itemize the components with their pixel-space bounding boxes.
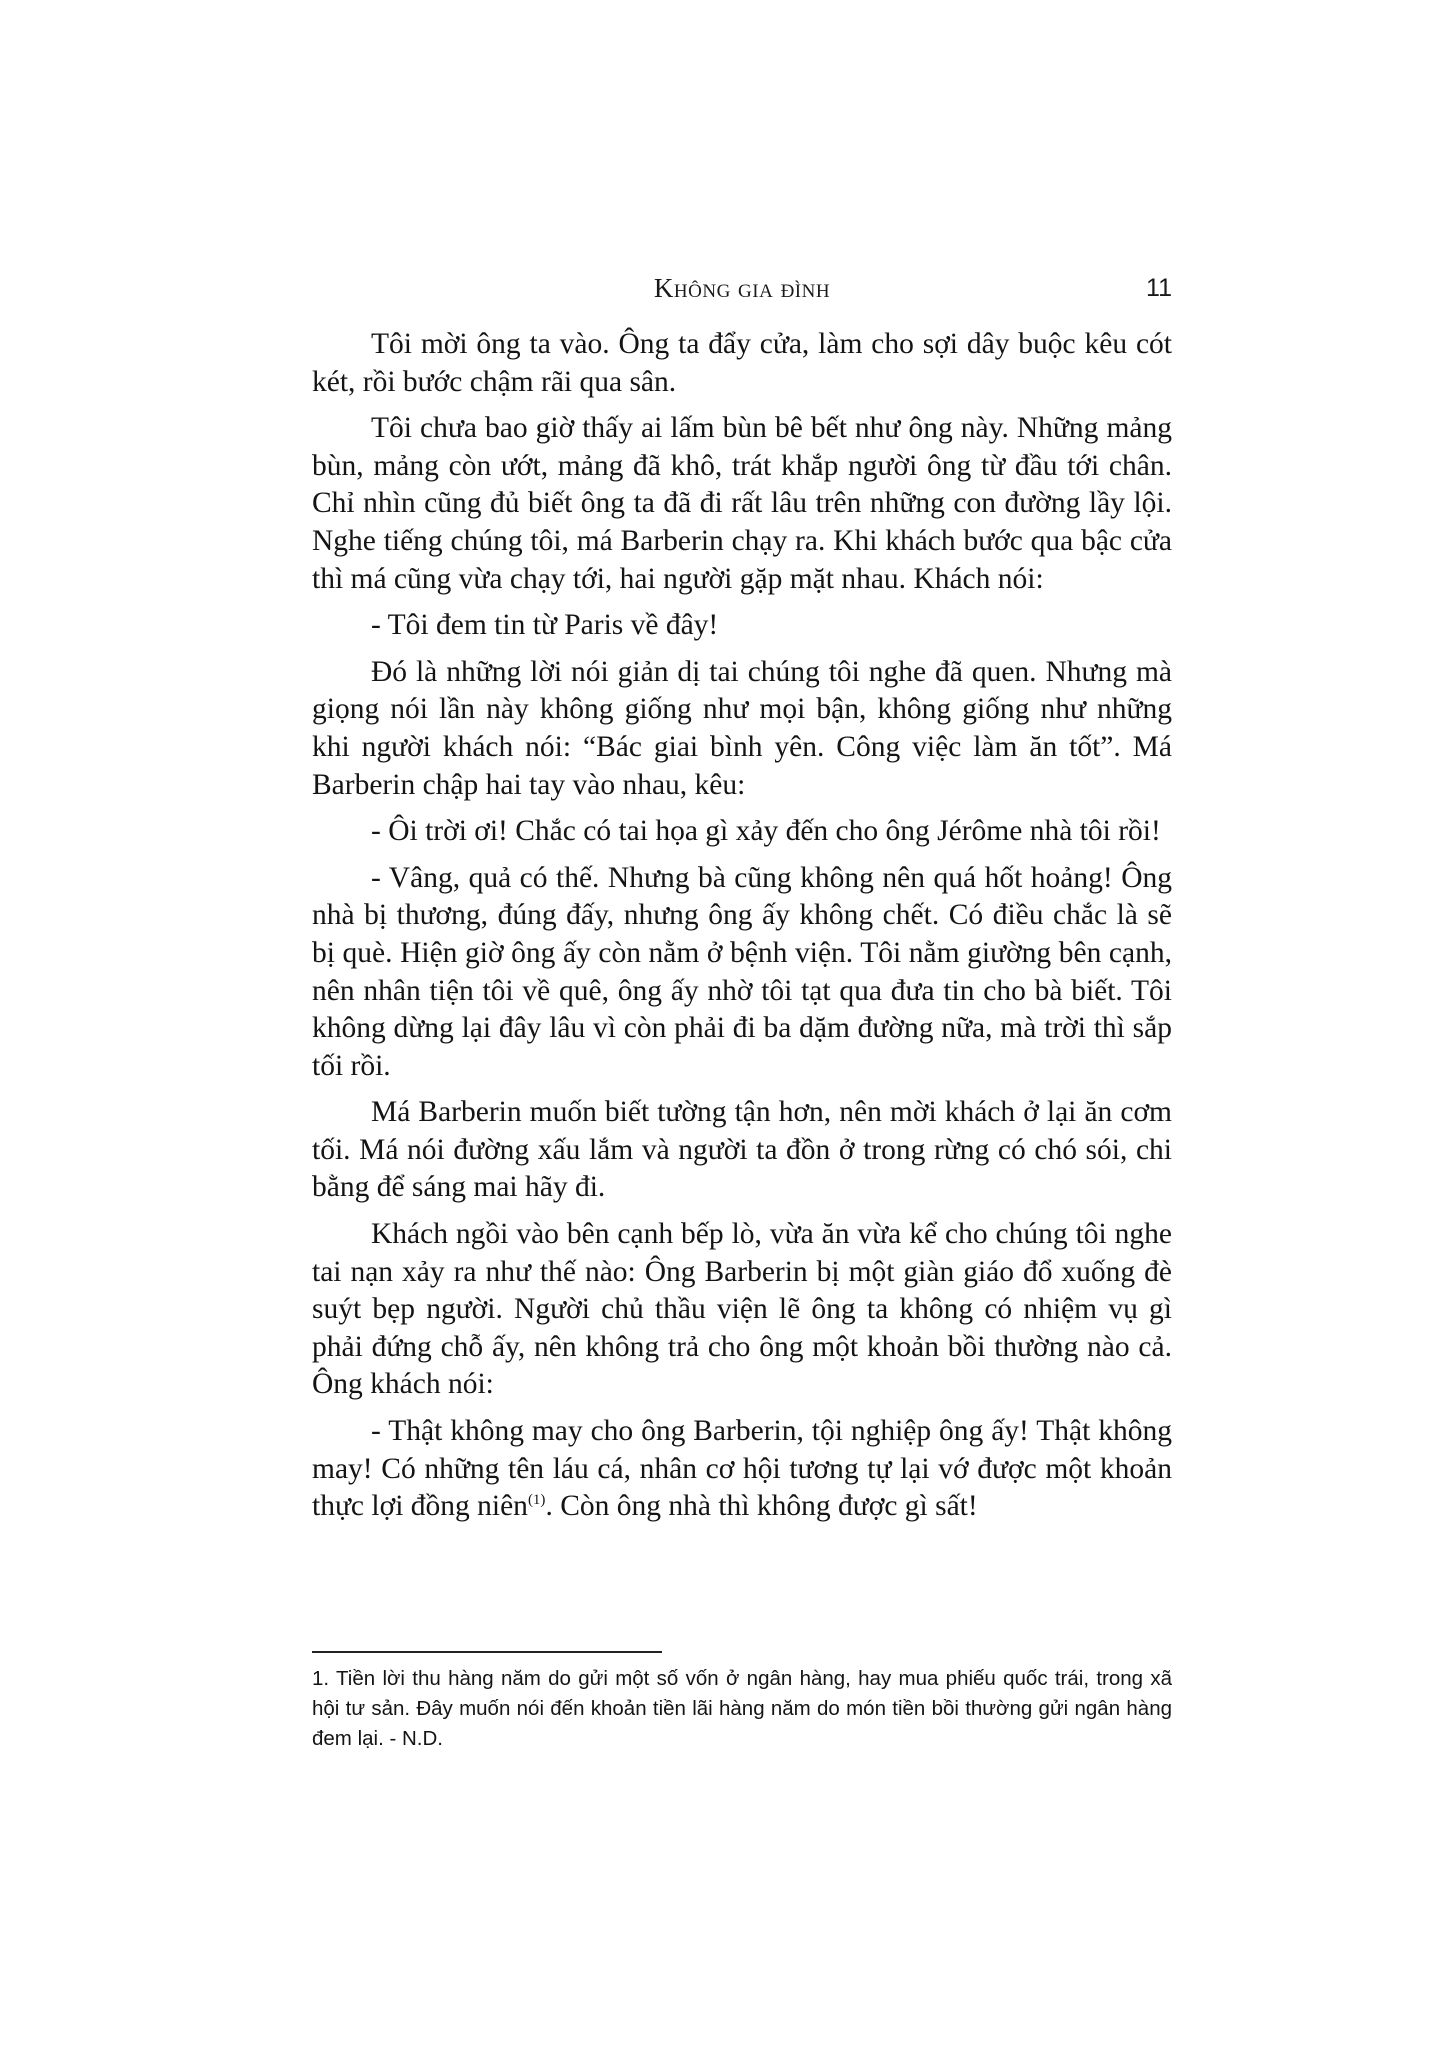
running-header <box>312 268 1172 308</box>
dialogue-text: . Còn ông nhà thì không được gì sất! <box>545 1490 978 1523</box>
dialogue-text: - Thật không may cho ông Barberin, tội nghiệp ông ấy! Thật không may! Có những tên láu cá, nhân cơ hội tương tự lại vớ được một khoản thực lợi đồng niên <box>312 1415 1172 1523</box>
footnote-separator <box>312 1651 662 1653</box>
footnotes <box>312 1664 1172 1754</box>
paragraph: Đó là những lời nói giản dị tai chúng tôi nghe đã quen. Nhưng mà giọng nói lần này không giống như mọi bận, không giống như những khi người khách nói: “Bác giai bình yên. Công việc làm ăn tốt”. Má Barberin chập hai tay vào nhau, kêu: <box>312 655 1172 801</box>
page-number: 11 <box>1146 274 1172 302</box>
footnote-number: 1. <box>312 1667 330 1690</box>
body-text <box>312 326 1172 1535</box>
paragraph: Khách ngồi vào bên cạnh bếp lò, vừa ăn vừa kể cho chúng tôi nghe tai nạn xảy ra như thế nào: Ông Barberin bị một giàn giáo đổ xuống đè suýt bẹp người. Người chủ thầu viện lẽ ông ta không có nhiệm vụ gì phải đứng chỗ ấy, nên không trả cho ông một khoản bồi thường nào cả. Ông khách nói: <box>312 1218 1172 1401</box>
book-title: Không gia đình <box>653 273 831 303</box>
paragraph: Tôi chưa bao giờ thấy ai lấm bùn bê bết như ông này. Những mảng bùn, mảng còn ướt, mảng đã khô, trát khắp người ông từ đầu tới chân. Chỉ nhìn cũng đủ biết ông ta đã đi rất lâu trên những con đường lầy lội. Nghe tiếng chúng tôi, má Barberin chạy ra. Khi khách bước qua bậc cửa thì má cũng vừa chạy tới, hai người gặp mặt nhau. Khách nói: <box>312 412 1172 595</box>
dialogue-line: - Tôi đem tin từ Paris về đây! <box>371 609 719 642</box>
dialogue-line: - Vâng, quả có thế. Nhưng bà cũng không nên quá hốt hoảng! Ông nhà bị thương, đúng đấy, nhưng ông ấy không chết. Có điều chắc là sẽ bị què. Hiện giờ ông ấy còn nằm ở bệnh viện. Tôi nằm giường bên cạnh, nên nhân tiện tôi về quê, ông ấy nhờ tôi tạt qua đưa tin cho bà biết. Tôi không dừng lại đây lâu vì còn phải đi ba dặm đường nữa, mà trời thì sắp tối rồi. <box>312 861 1172 1082</box>
footnote <box>312 1664 1172 1754</box>
paragraph: Tôi mời ông ta vào. Ông ta đẩy cửa, làm cho sợi dây buộc kêu cót két, rồi bước chậm rãi qua sân. <box>312 328 1172 398</box>
paragraph: Má Barberin muốn biết tường tận hơn, nên mời khách ở lại ăn cơm tối. Má nói đường xấu lắm và người ta đồn ở trong rừng có chó sói, chi bằng để sáng mai hãy đi. <box>312 1096 1172 1204</box>
dialogue-line <box>312 1413 1172 1526</box>
footnote-text: Tiền lời thu hàng năm do gửi một số vốn ở ngân hàng, hay mua phiếu quốc trái, trong xã hội tư sản. Đây muốn nói đến khoản tiền lãi hàng năm do món tiền bồi thường gửi ngân hàng đem lại. - N.D. <box>312 1667 1172 1750</box>
footnote-reference[interactable]: (1) <box>527 1492 546 1509</box>
dialogue-line: - Ôi trời ơi! Chắc có tai họa gì xảy đến cho ông Jérôme nhà tôi rồi! <box>371 815 1161 848</box>
